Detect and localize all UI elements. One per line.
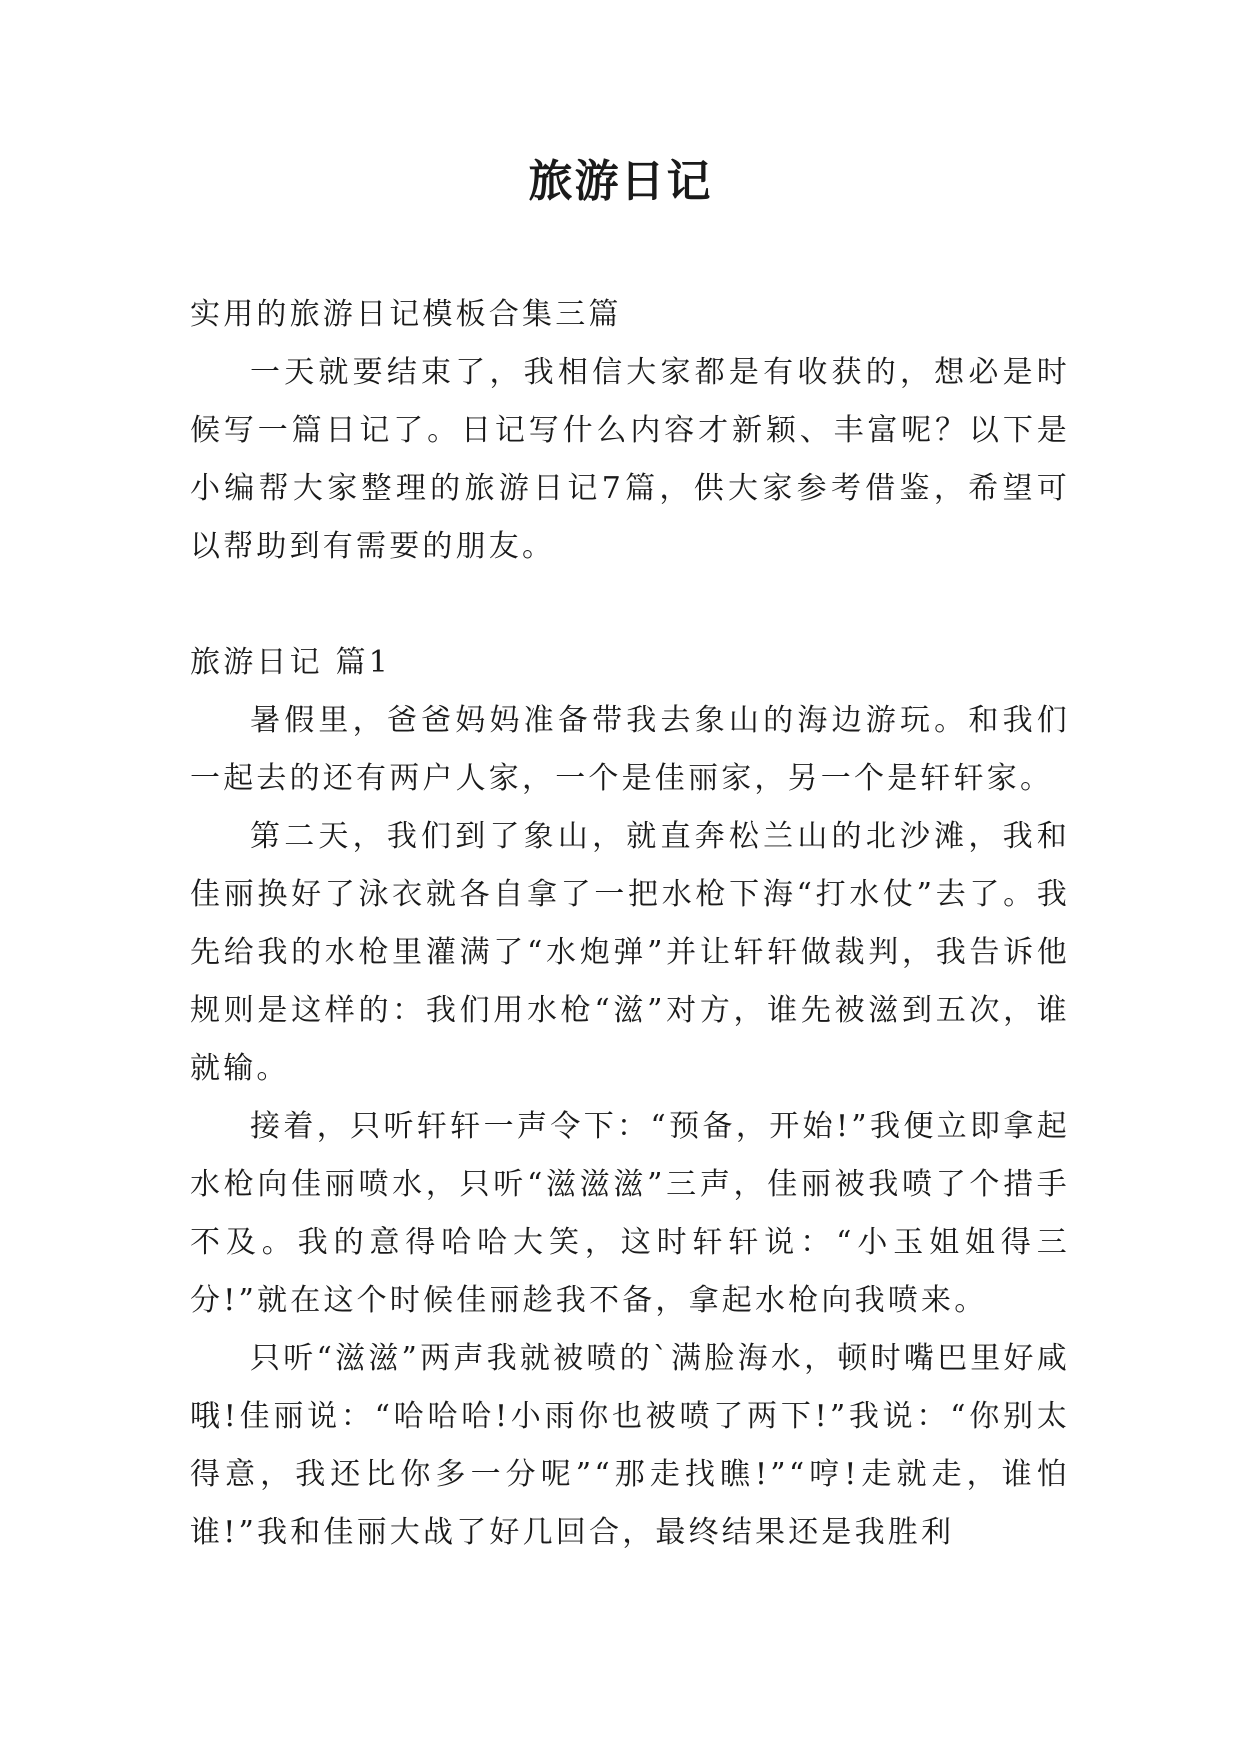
document-body (190, 286, 1070, 1562)
body-paragraph-1: 暑假里，爸爸妈妈准备带我去象山的海边游玩。和我们一起去的还有两户人家，一个是佳丽家，另一个是轩轩家。 (190, 703, 1070, 796)
document-title: 旅游日记 (528, 156, 713, 207)
intro-paragraph: 一天就要结束了，我相信大家都是有收获的，想必是时候写一篇日记了。日记写什么内容才新颖、丰富呢？以下是小编帮大家整理的旅游日记7篇，供大家参考借鉴，希望可以帮助到有需要的朋友。 (190, 355, 1070, 564)
body-paragraph-4: 只听“滋滋”两声我就被喷的`满脸海水，顿时嘴巴里好咸哦!佳丽说：“哈哈哈!小雨你也被喷了两下!”我说：“你别太得意，我还比你多一分呢”“那走找瞧!”“哼!走就走，谁怕谁!”我和佳丽大战了好几回合，最终结果还是我胜利 (190, 1341, 1070, 1550)
body-paragraph-2: 第二天，我们到了象山，就直奔松兰山的北沙滩，我和佳丽换好了泳衣就各自拿了一把水枪下海“打水仗”去了。我先给我的水枪里灌满了“水炮弹”并让轩轩做裁判，我告诉他规则是这样的：我们用水枪“滋”对方，谁先被滋到五次，谁就输。 (190, 819, 1070, 1086)
section-heading: 旅游日记 篇1 (190, 645, 392, 680)
body-paragraph-3: 接着，只听轩轩一声令下：“预备，开始!”我便立即拿起水枪向佳丽喷水，只听“滋滋滋”三声，佳丽被我喷了个措手不及。我的意得哈哈大笑，这时轩轩说：“小玉姐姐得三分!”就在这个时候佳丽趁我不备，拿起水枪向我喷来。 (190, 1109, 1070, 1318)
document-subtitle: 实用的旅游日记模板合集三篇 (190, 297, 622, 332)
section-gap (190, 576, 1070, 634)
